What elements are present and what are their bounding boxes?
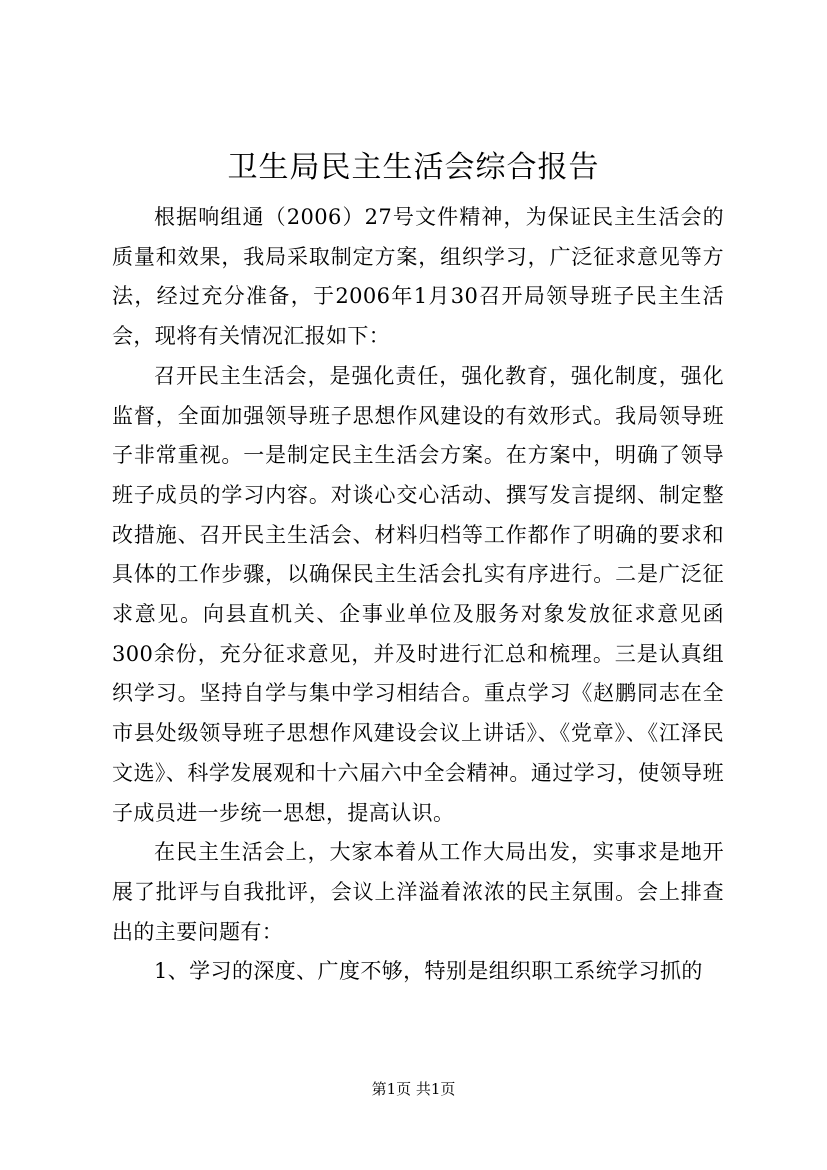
paragraph-preparation: 召开民主生活会，是强化责任，强化教育，强化制度，强化监督，全面加强领导班子思想作风建设的有效形式。我局领导班子非常重视。一是制定民主生活会方案。在方案中，明确了领导班子成员的学习内容。对谈心交心活动、撰写发言提纲、制定整改措施、召开民主生活会、材料归档等工作都作了明确的要求和具体的工作步骤，以确保民主生活会扎实有序进行。二是广泛征求意见。向县直机关、企事业单位及服务对象发放征求意见函300余份，充分征求意见，并及时进行汇总和梳理。三是认真组织学习。坚持自学与集中学习相结合。重点学习《赵鹏同志在全市县处级领导班子思想作风建设会议上讲话》、《党章》、《江泽民文选》、科学发展观和十六届六中全会精神。通过学习，使领导班子成员进一步统一思想，提高认识。 — [112, 363, 724, 825]
paragraph-problem-1: 1、学习的深度、广度不够，特别是组织职工系统学习抓的 — [154, 959, 703, 984]
document-body — [112, 198, 724, 992]
paragraph-meeting: 在民主生活会上，大家本着从工作大局出发，实事求是地开展了批评与自我批评，会议上洋溢着浓浓的民主氛围。会上排查出的主要问题有： — [112, 840, 724, 944]
paragraph-intro: 根据响组通（2006）27号文件精神，为保证民主生活会的质量和效果，我局采取制定方案，组织学习，广泛征求意见等方法，经过充分准备，于2006年1月30召开局领导班子民主生活会，现将有关情况汇报如下： — [112, 205, 724, 349]
page-footer: 第1页 共1页 — [371, 1080, 456, 1098]
document-title: 卫生局民主生活会综合报告 — [227, 150, 600, 185]
